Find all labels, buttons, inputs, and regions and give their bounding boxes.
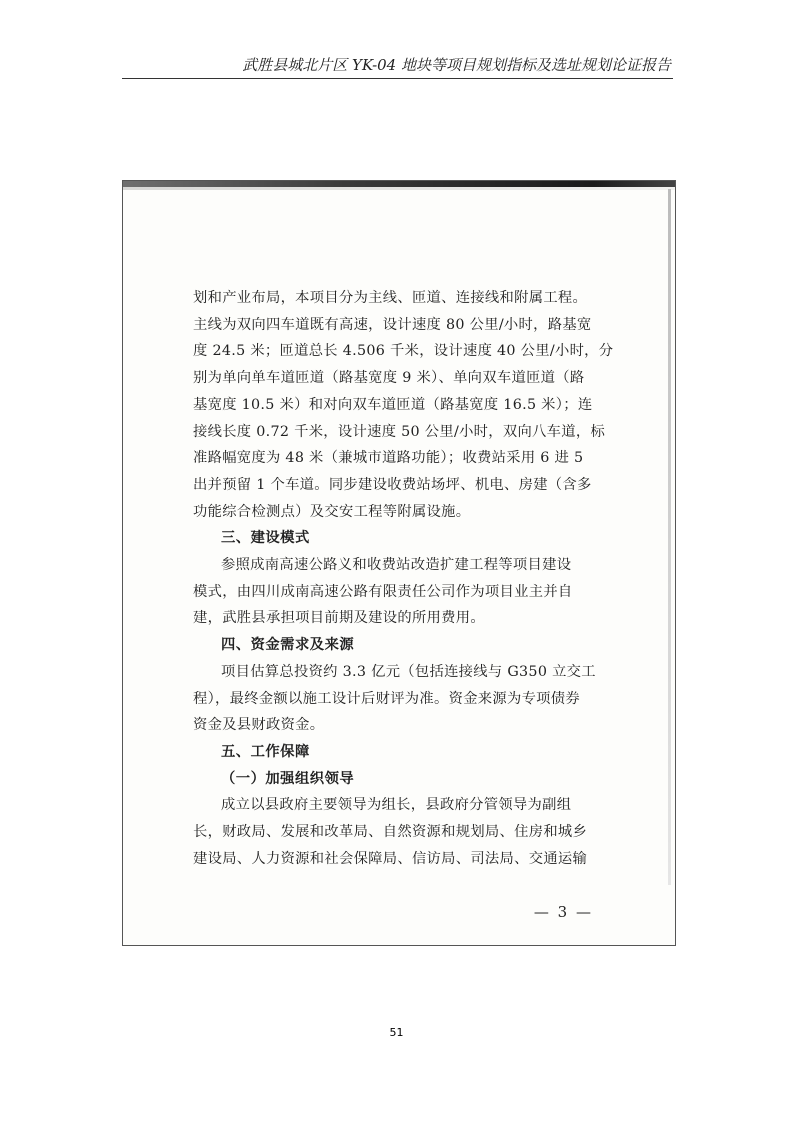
body-line: 准路幅宽度为 48 米（兼城市道路功能）；收费站采用 6 进 5 [193,450,584,467]
subsection-heading-leadership: （一）加强组织领导 [221,770,355,787]
body-line: 建设局、人力资源和社会保障局、信访局、司法局、交通运输 [193,850,588,867]
body-line: 别为单向单车道匝道（路基宽度 9 米）、单向双车道匝道（路 [193,370,585,387]
body-line: 度 24.5 米；匝道总长 4.506 千米，设计速度 40 公里/小时，分 [193,343,614,360]
scan-edge-shadow [668,189,671,885]
body-line: 划和产业布局，本项目分为主线、匝道、连接线和附属工程。 [193,290,588,306]
body-line: 出并预留 1 个车道。同步建设收费站场坪、机电、房建（含多 [193,476,592,493]
body-line: 长，财政局、发展和改革局、自然资源和规划局、住房和城乡 [193,824,588,841]
section-heading-funding: 四、资金需求及来源 [221,637,355,654]
document-page-number: 51 [389,1026,404,1039]
body-line: 成立以县政府主要领导为组长，县政府分管领导为副组 [221,797,572,814]
body-line: 模式，由四川成南高速公路有限责任公司作为项目业主并自 [193,583,573,600]
body-line: 程），最终金额以施工设计后财评为准。资金来源为专项债券 [193,690,580,707]
body-line: 资金及县财政资金。 [193,717,325,734]
report-header-title: 武胜县城北片区 YK-04 地块等项目规划指标及选址规划论证报告 [242,56,671,74]
section-heading-construction-mode: 三、建设模式 [221,530,310,547]
body-line: 主线为双向四车道既有高速，设计速度 80 公里/小时，路基宽 [193,316,592,333]
body-line: 项目估算总投资约 3.3 亿元（包括连接线与 G350 立交工 [221,663,596,680]
scanned-page-image [122,180,676,946]
section-heading-work-guarantee: 五、工作保障 [221,743,310,760]
scanned-text-body [193,285,613,872]
scanned-page-number: — 3 — [533,903,593,921]
body-line: 基宽度 10.5 米）和对向双车道匝道（路基宽度 16.5 米）；连 [193,396,593,413]
body-line: 建，武胜县承担项目前期及建设的所用费用。 [193,610,485,627]
scan-shadow-band-soft [123,187,676,190]
body-line: 参照成南高速公路义和收费站改造扩建工程等项目建设 [221,557,572,574]
header-divider [122,78,673,79]
body-line: 功能综合检测点）及交安工程等附属设施。 [193,503,471,520]
body-line: 接线长度 0.72 千米，设计速度 50 公里/小时，双向八车道，标 [193,423,606,440]
